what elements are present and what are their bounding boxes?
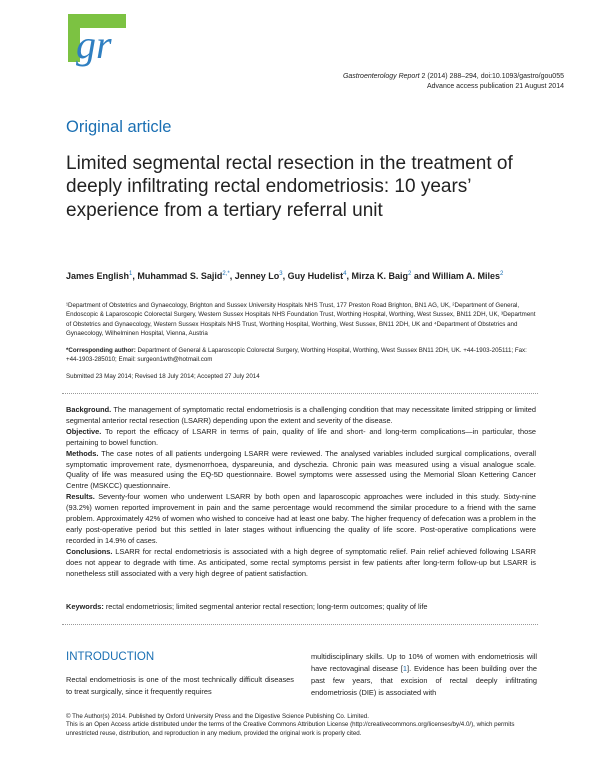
author-name: Mirza K. Baig (351, 271, 409, 281)
author-separator: , (282, 271, 288, 281)
author-name: Muhammad S. Sajid (137, 271, 223, 281)
abstract-label: Conclusions. (66, 546, 113, 556)
journal-info (343, 72, 564, 92)
corresponding-author: *Corresponding author: Department of General & Laparoscopic Colorectal Surgery, Worthing Hospital, Worthing, West Sussex BN11 2DH, UK. +44-1903-205111; Fax: +44-1903-285010; Email: surgeon1wth@hotmail.com (66, 347, 527, 364)
abstract-label: Background. (66, 405, 112, 414)
author-name: Guy Hudelist (287, 271, 344, 281)
divider (62, 624, 538, 625)
author-name: James English (66, 271, 130, 281)
abstract-paragraph (66, 449, 536, 493)
copyright-line: © The Author(s) 2014. Published by Oxford University Press and the Digestive Science Publishing Co. Limited. (66, 713, 369, 720)
intro-right-column: multidisciplinary skills. Up to 10% of women with endometriosis will have rectovaginal disease [1]. Evidence has been building over the past few years, that excision of rectal deeply infiltrating endometriosis (DIE) is associated with (311, 652, 537, 697)
author-list (66, 267, 536, 283)
author-name: William A. Miles (432, 271, 501, 281)
journal-publication-date: Advance access publication 21 August 2014 (427, 83, 564, 90)
journal-citation: Gastroenterology Report 2 (2014) 288–294, doi:10.1093/gastro/gou055 (342, 73, 564, 80)
author-affiliation-marker[interactable]: 4 (343, 271, 347, 277)
abstract-label: Results. (66, 492, 95, 502)
submission-dates: Submitted 23 May 2014; Revised 18 July 2014; Accepted 27 July 2014 (66, 373, 260, 380)
author-affiliation-marker[interactable]: 2,* (222, 271, 230, 277)
license-text: This is an Open Access article distributed under the terms of the Creative Commons Attribution License (http://creativecommons.org/licenses/by/4.0/), which permits unrestricted reuse, distribution, and reproduction in any medium, provided the original work is properly cited. (66, 721, 515, 737)
author-separator: and (411, 271, 433, 281)
article-title: Limited segmental rectal resection in the treatment of deeply infiltrating rectal endometriosis: 10 years’ experience from a tertiary referral unit (66, 153, 513, 221)
author-separator: , (229, 271, 235, 281)
author-separator: , (132, 271, 138, 281)
abstract-label: Methods. (66, 448, 99, 458)
abstract-label: Objective. (66, 426, 102, 436)
author-separator: , (346, 271, 352, 281)
logo-text: gr (76, 22, 112, 67)
abstract-text: To report the efficacy of LSARR in terms of pain, quality of life and short- and long-term complications—in particular, those pertaining to bowel function. (66, 426, 536, 447)
abstract (66, 405, 536, 580)
abstract-text: The case notes of all patients undergoing LSARR were reviewed. The analysed variables included surgical complications, overall symptomatic improvement rate, dysmenorrhoea, dyspareunia, and dyschezia. Chronic pain was measured using a visual analogue scale. Quality of life was measured using the EQ-5D questionnaire. Bowel symptoms were assessed using the Memorial Sloan Kettering Cancer Centre (MSKCC) questionnaire. (66, 448, 536, 491)
abstract-paragraph (66, 547, 536, 580)
abstract-paragraph (66, 405, 536, 427)
author-affiliation-marker[interactable]: 2 (408, 271, 412, 277)
journal-logo (66, 12, 132, 74)
copyright-footer (66, 713, 536, 738)
abstract-paragraph (66, 492, 536, 547)
author-name: Jenney Lo (234, 271, 280, 281)
author-affiliation-marker[interactable]: 3 (279, 271, 283, 277)
intro-left-column: Rectal endometriosis is one of the most technically difficult diseases to treat surgically, since it frequently requires (66, 675, 294, 696)
abstract-text: Seventy-four women who underwent LSARR by both open and laparoscopic approaches were included in this study. Sixty-nine (93.2%) women reported improvement in pain and the same percentage would recommend the similar procedure to a friend with the same problem. Approximately 42% of women who wished to conceive had at least one baby. The higher frequency of defecation was a problem in the early post-operative period but this settled in later stages without influencing the quality of life score. Post-operative complications were recorded in 14.9% of cases. (66, 492, 536, 545)
author-affiliation-marker[interactable]: 2 (500, 271, 504, 277)
keywords: Keywords: rectal endometriosis; limited segmental anterior rectal resection; long-term outcomes; quality of life (66, 602, 428, 611)
abstract-text: The management of symptomatic rectal endometriosis is a challenging condition that may necessitate limited stripping or limited segmental anterior rectal resection (LSARR) depending upon the extent and severity of the disease. (66, 405, 536, 425)
affiliations: ¹Department of Obstetrics and Gynaecology, Brighton and Sussex University Hospitals NHS Trust, 177 Preston Road Brighton, BN1 AG, UK, ²Department of General, Endoscopic & Laparoscopic Colorectal Surgery, Western Sussex Hospitals NHS Foundation Trust, Worthing Hospital, Worthing, West Sussex, BN11 2DH, UK, ³Department of Obstetrics and Gynaecology, Western Sussex Hospitals NHS Trust, Worthing Hospital, Worthing, West Sussex, BN11 2DH, UK and ⁴Department of Obstetrics and Gynaecology, Wilhelminen Hospital, Vienna, Austria (66, 302, 536, 337)
divider (62, 393, 538, 394)
abstract-text: LSARR for rectal endometriosis is associated with a high degree of symptomatic relief. Pain relief achieved following LSARR does not appear to degrade with time. As anticipated, some rectal symptoms persist in few patients after long-term follow-up but LSARR is nonetheless still associated with a very high degree of patient satisfaction. (66, 546, 536, 578)
abstract-paragraph (66, 427, 536, 449)
author-affiliation-marker[interactable]: 1 (129, 271, 133, 277)
section-heading: INTRODUCTION (66, 651, 155, 663)
reference-link[interactable]: 1 (402, 664, 408, 673)
article-type: Original article (66, 118, 172, 136)
